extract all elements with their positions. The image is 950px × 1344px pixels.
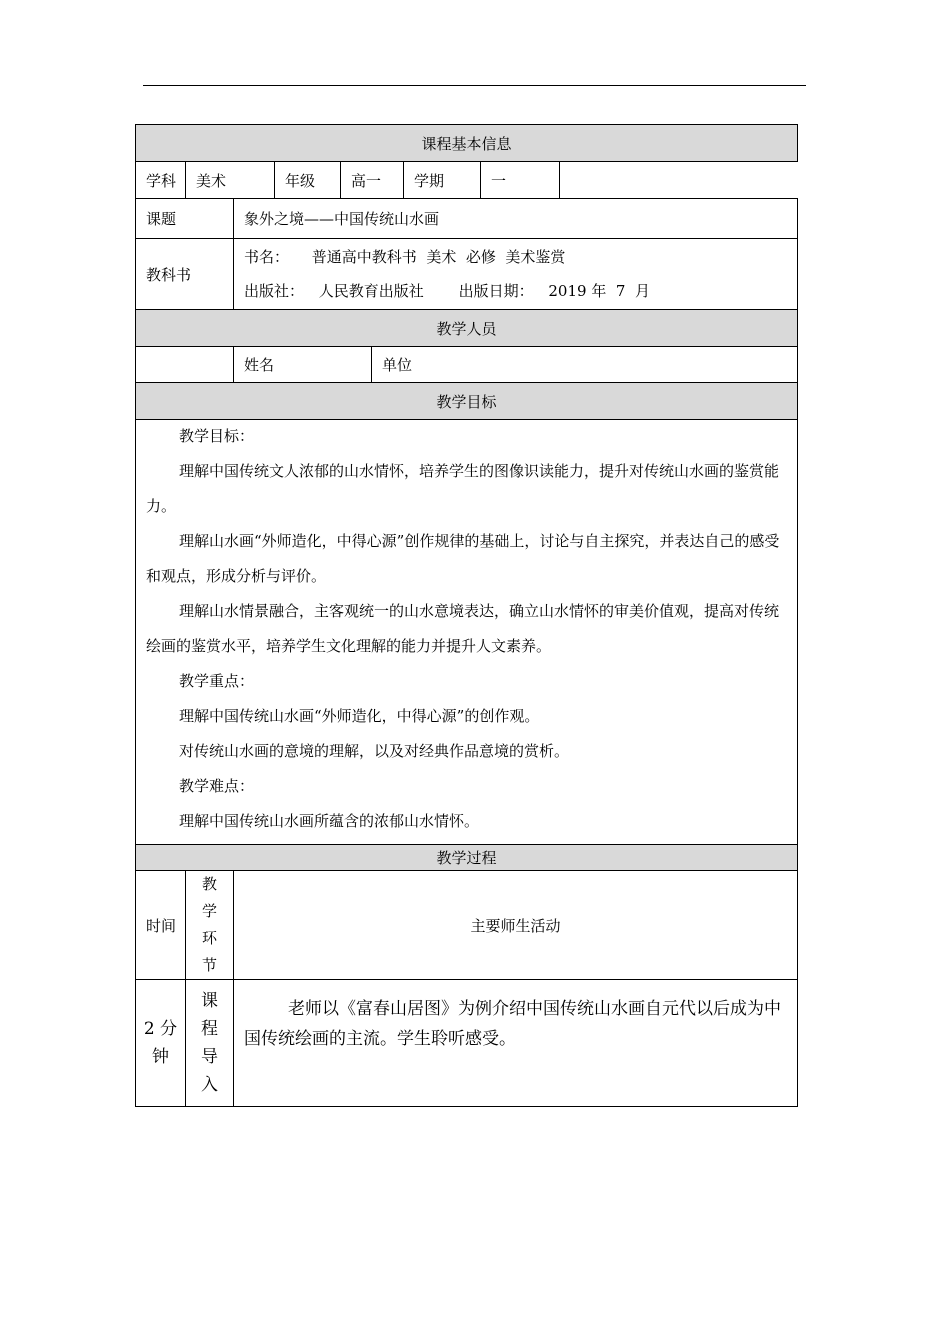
row-time bbox=[136, 980, 186, 1107]
objective-item: 理解山水情景融合，主客观统一的山水意境表达，确立山水情怀的审美价值观，提高对传统绘画的鉴赏水平，培养学生文化理解的能力并提升人文素养。 bbox=[146, 602, 780, 655]
process-table bbox=[135, 844, 798, 1107]
course-info-table bbox=[135, 124, 798, 199]
empty-cell bbox=[560, 162, 798, 199]
stage-header-char: 教 bbox=[201, 875, 217, 893]
stage-header-char: 环 bbox=[201, 929, 217, 947]
staff-unit-header: 单位 bbox=[372, 347, 798, 383]
stage-char: 入 bbox=[201, 1075, 218, 1095]
textbook-details bbox=[234, 239, 798, 310]
publisher-value: 人民教育出版社 bbox=[318, 282, 424, 300]
row-stage bbox=[186, 980, 234, 1107]
col-stage-header bbox=[186, 871, 234, 980]
textbook-label: 教科书 bbox=[136, 239, 234, 310]
objectives-heading: 教学目标： bbox=[179, 427, 255, 445]
book-name-value: 普通高中教科书 美术 必修 美术鉴赏 bbox=[311, 248, 566, 266]
process-title: 教学过程 bbox=[136, 845, 798, 871]
header-rule bbox=[143, 85, 806, 86]
topic-value: 象外之境——中国传统山水画 bbox=[234, 199, 798, 239]
topic-label: 课题 bbox=[136, 199, 234, 239]
staff-table bbox=[135, 309, 798, 420]
staff-title: 教学人员 bbox=[136, 310, 798, 347]
objective-item: 理解中国传统文人浓郁的山水情怀，培养学生的图像识读能力，提升对传统山水画的鉴赏能力。 bbox=[146, 462, 780, 515]
grade-label: 年级 bbox=[275, 162, 341, 199]
stage-char: 程 bbox=[201, 1019, 218, 1039]
stage-char: 课 bbox=[201, 991, 218, 1011]
stage-header-char: 节 bbox=[201, 956, 217, 974]
objective-item: 理解山水画“外师造化，中得心源”创作规律的基础上，讨论与自主探究，并表达自己的感受和观点，形成分析与评价。 bbox=[146, 532, 780, 585]
col-activity-header: 主要师生活动 bbox=[234, 871, 798, 980]
course-info-title: 课程基本信息 bbox=[136, 125, 798, 162]
stage-header-char: 学 bbox=[201, 902, 217, 920]
difficulty-heading: 教学难点： bbox=[179, 777, 255, 795]
col-time-header: 时间 bbox=[136, 871, 186, 980]
grade-value: 高一 bbox=[341, 162, 404, 199]
row-activity: 老师以《富春山居图》为例介绍中国传统山水画自元代以后成为中国传统绘画的主流。学生聆听感受。 bbox=[234, 980, 798, 1107]
goals-content bbox=[135, 419, 798, 844]
difficulty-item: 理解中国传统山水画所蕴含的浓郁山水情怀。 bbox=[179, 812, 480, 830]
time-line: 钟 bbox=[152, 1047, 169, 1067]
topic-table bbox=[135, 198, 798, 310]
staff-empty-cell bbox=[136, 347, 234, 383]
key-point-item: 对传统山水画的意境的理解，以及对经典作品意境的赏析。 bbox=[179, 742, 570, 760]
term-label: 学期 bbox=[404, 162, 481, 199]
goals-title: 教学目标 bbox=[136, 383, 798, 420]
publisher-label: 出版社： bbox=[244, 282, 305, 300]
subject-label: 学科 bbox=[136, 162, 186, 199]
term-value: 一 bbox=[481, 162, 560, 199]
subject-value: 美术 bbox=[186, 162, 275, 199]
staff-name-header: 姓名 bbox=[234, 347, 372, 383]
publish-date-value: 2019 年 7 月 bbox=[548, 282, 650, 300]
stage-char: 导 bbox=[201, 1047, 218, 1067]
key-point-item: 理解中国传统山水画“外师造化，中得心源”的创作观。 bbox=[179, 707, 540, 725]
key-points-heading: 教学重点： bbox=[179, 672, 255, 690]
book-name-label: 书名： bbox=[244, 248, 290, 266]
publish-date-label: 出版日期： bbox=[458, 282, 534, 300]
time-line: 2 分 bbox=[143, 1019, 178, 1039]
